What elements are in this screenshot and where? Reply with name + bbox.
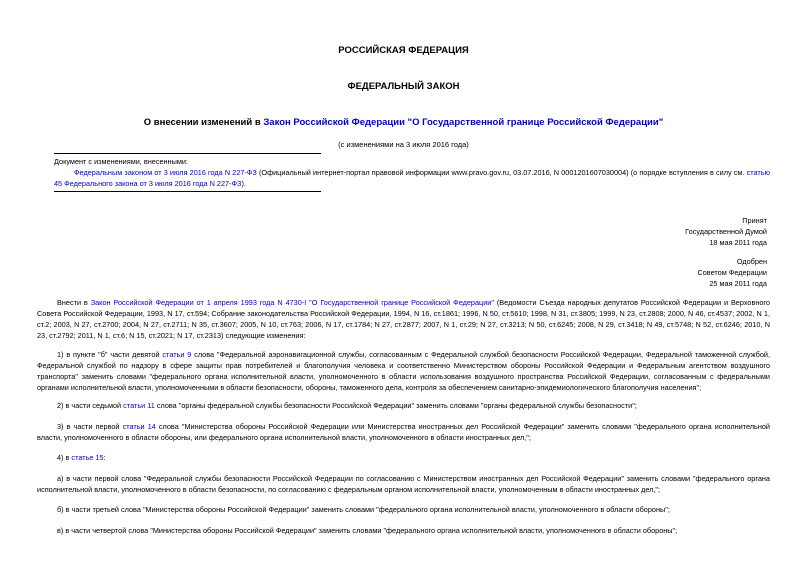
council-date: 25 мая 2011 года (709, 279, 767, 288)
intro-text-b: (Ведомости Съезда народных депутатов Российской Федерации и Верховного Совета Российской Федерации, 1993, N 17, ст.594; Собрание законодательства Российской Федерации, 1994, N 16, ст.1861; 1996, N 50, ст.5610; 1998, N 31, ст.3805; 1999, N 23, ст.2808; 2000, N 46, ст.4537; 2002, N 1, ст.2; 2003, N 27, ст.2700; 2004, N 27, ст.2711; N 35, ст.3607; 2005, N 10, ст.763; 2006, N 17, ст.1784; N 27, ст.2877; 2007, N 1, ст.29; N 27, ст.3213; N 50, ст.6245; 2008, N 29, ст.3418; N 49, ст.5748; N 52, ст.6246; 2010, N 23, ст.2792; 2011, N 1, ст.6; N 15, ст.2021; N 17, ст.2313) следующие изменения: (37, 298, 770, 340)
item-3-text-b: слова "Министерства обороны Российской Федерации или Министерства иностранных дел Российской Федерации" заменить словами "федерального органа исполнительной власти, уполномоченного в области обороны, или федерального органа исполнительной власти, уполномоченного в области иностранных дел,"; (37, 422, 770, 442)
subitem-b-paragraph (37, 504, 770, 515)
bottom-divider (54, 191, 321, 192)
article-9-link[interactable]: статьи 9 (162, 350, 192, 359)
council-label: Советом Федерации (697, 268, 767, 277)
intro-paragraph (37, 297, 770, 341)
amendments-note-end: ). (241, 179, 246, 188)
subitem-a-text: а) в части первой слова "Федеральной службы безопасности Российской Федерации по согласованию с Министерством иностранных дел Российской Федерации" заменить словами "федерального органа исполнительной власти, уполномоченного в области безопасности, по согласованию с федеральным органом исполнительной власти, уполномоченным в области иностранных дел,"; (37, 474, 770, 494)
country-heading: РОССИЙСКАЯ ФЕДЕРАЦИЯ (338, 45, 469, 56)
edition-note: (с изменениями на 3 июля 2016 года) (338, 140, 469, 149)
subitem-c-paragraph (37, 525, 770, 536)
council-approval (697, 256, 767, 289)
item-3-text-a: 3) в части первой (57, 422, 123, 431)
subitem-b-text: б) в части третьей слова "Министерства обороны Российской Федерации" заменить словами "федерального органа исполнительной власти, уполномоченного в области обороны"; (57, 505, 670, 514)
approved-label: Одобрен (736, 257, 767, 266)
law-title (0, 117, 807, 128)
duma-adoption (685, 215, 767, 248)
subitem-a-paragraph (37, 473, 770, 495)
item-1-paragraph (37, 349, 770, 393)
duma-label: Государственной Думой (685, 227, 767, 236)
title-prefix: О внесении изменений в (143, 117, 264, 128)
amendments-note-source: (Официальный интернет-портал правовой информации www.pravo.gov.ru, 03.07.2016, N 0001201607030004) (о порядке вступления в силу см. (256, 168, 747, 177)
amending-law-link[interactable]: Федеральным законом от 3 июля 2016 года N 227-ФЗ (74, 168, 257, 177)
item-2-paragraph (37, 400, 770, 411)
article-45-link[interactable]: статью 45 Федерального закона от 3 июля 2016 года N 227-ФЗ (54, 168, 771, 188)
amendments-note-text (54, 167, 770, 189)
article-11-link[interactable]: статьи 11 (123, 401, 155, 410)
item-4-text-a: 4) в (57, 453, 72, 462)
item-3-paragraph (37, 421, 770, 443)
article-14-link[interactable]: статьи 14 (122, 422, 156, 431)
title-law-link[interactable]: Закон Российской Федерации "О Государственной границе Российской Федерации" (263, 117, 664, 128)
law-type-heading: ФЕДЕРАЛЬНЫЙ ЗАКОН (347, 81, 460, 92)
intro-text-a: Внести в (57, 298, 91, 307)
item-1-text-b: слова "Федеральной аэронавигационной службы, согласованным с Федеральной службой безопасности Российской Федерации, Федеральной таможенной службой, Федеральной службой по надзору в сфере защиты прав потребителей и благополучия человека и соответственно Министерством обороны Российской Федерации и Федеральным агентством воздушного транспорта" заменить словами "федерального органа исполнительной власти, уполномоченного в области использования воздушного пространства Российской Федерации, согласованным с федеральными органами исполнительной власти, уполномоченными в области безопасности, обороны, таможенного дела, контроля за обеспечением санитарно-эпидемиологического благополучия населения"; (37, 350, 770, 392)
item-4-paragraph (37, 452, 770, 463)
article-15-link[interactable]: статье 15 (71, 453, 104, 462)
amendments-note-label: Документ с изменениями, внесенными: (54, 157, 188, 166)
subitem-c-text: в) в части четвертой слова "Министерства обороны Российской Федерации" заменить словами "федерального органа исполнительной власти, уполномоченного в области обороны"; (57, 526, 678, 535)
item-4-text-b: : (103, 453, 106, 462)
accepted-label: Принят (742, 216, 767, 225)
item-2-text-b: слова "органы федеральной службы безопасности Российской Федерации" заменить словами "органы федеральной службы безопасности"; (154, 401, 637, 410)
amendments-note (54, 156, 770, 189)
item-2-text-a: 2) в части седьмой (57, 401, 124, 410)
top-divider (54, 153, 321, 154)
item-1-text-a: 1) в пункте "б" части девятой (57, 350, 163, 359)
law-4730-link[interactable]: Закон Российской Федерации от 1 апреля 1993 года N 4730-I "О Государственной границе Российской Федерации" (90, 298, 494, 307)
duma-date: 18 мая 2011 года (709, 238, 767, 247)
